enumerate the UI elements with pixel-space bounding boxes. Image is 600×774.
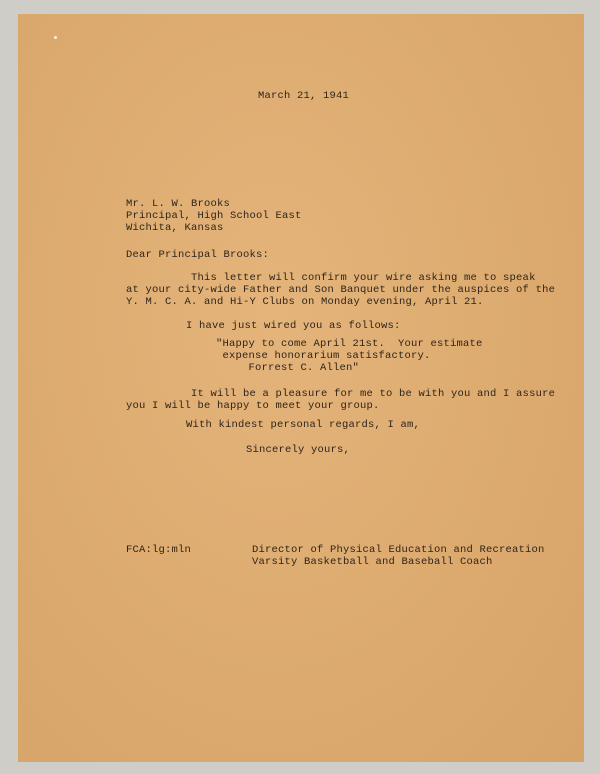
signature-title	[252, 544, 545, 568]
address-line: Wichita, Kansas	[126, 222, 224, 234]
paper-speck	[54, 36, 57, 39]
paragraph-regards: With kindest personal regards, I am,	[186, 419, 421, 431]
address-line: Principal, High School East	[126, 210, 302, 222]
paragraph-line: at your city-wide Father and Son Banquet under the auspices of the	[126, 284, 556, 296]
paragraph-line: Y. M. C. A. and Hi-Y Clubs on Monday evening, April 21.	[126, 296, 484, 308]
paragraph-line: It will be a pleasure for me to be with you and I assure	[126, 388, 556, 400]
closing: Sincerely yours,	[246, 444, 351, 456]
telegram-line: "Happy to come April 21st. Your estimate	[216, 338, 483, 350]
telegram-quote	[216, 338, 483, 374]
paragraph-confirmation	[126, 272, 555, 308]
title-line: Director of Physical Education and Recreation	[252, 544, 545, 556]
paragraph-line: This letter will confirm your wire asking me to speak	[126, 272, 536, 284]
paragraph-pleasure	[126, 388, 555, 412]
paragraph-wired: I have just wired you as follows:	[186, 320, 401, 332]
letter-page	[18, 14, 584, 762]
letter-date: March 21, 1941	[258, 90, 350, 102]
title-line: Varsity Basketball and Baseball Coach	[252, 556, 493, 568]
salutation: Dear Principal Brooks:	[126, 249, 270, 261]
paragraph-line: you I will be happy to meet your group.	[126, 400, 380, 412]
reference-initials: FCA:lg:mln	[126, 544, 192, 556]
telegram-line: Forrest C. Allen"	[216, 362, 360, 374]
telegram-line: expense honorarium satisfactory.	[216, 350, 431, 362]
address-line: Mr. L. W. Brooks	[126, 198, 231, 210]
recipient-address	[126, 198, 302, 234]
